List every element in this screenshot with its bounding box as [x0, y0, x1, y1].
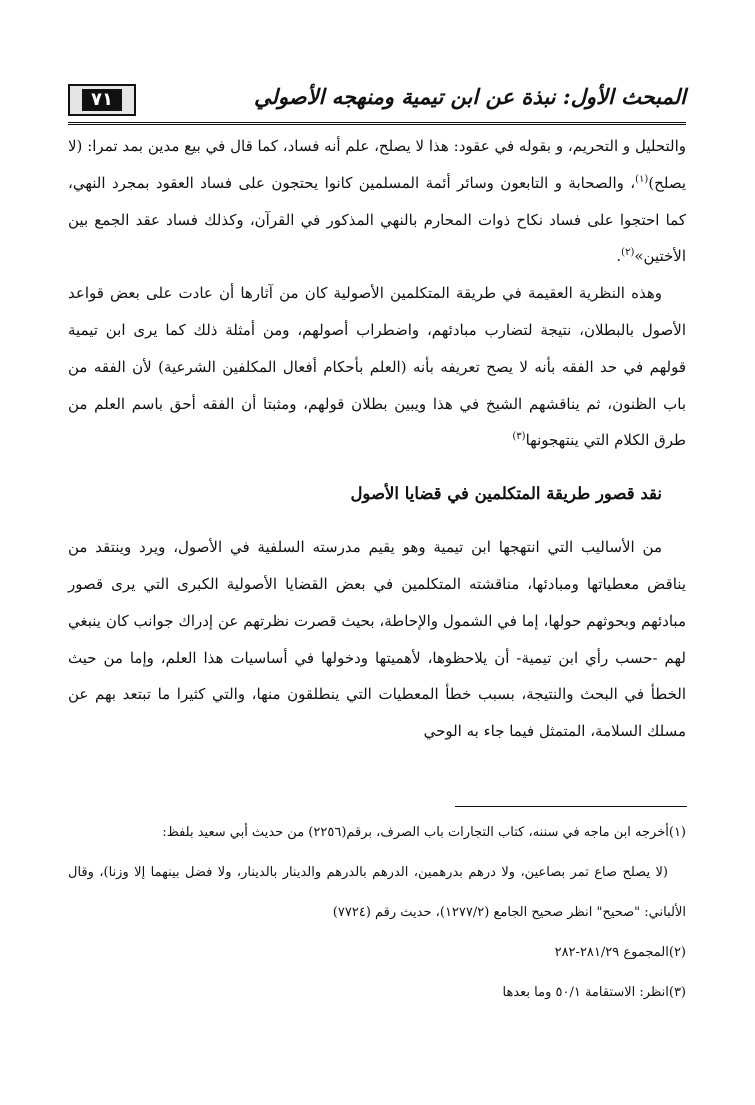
section-heading: نقد قصور طريقة المتكلمين في قضايا الأصول — [350, 484, 662, 504]
paragraph-2: وهذه النظرية العقيمة في طريقة المتكلمين الأصولية كان من آثارها أن عادت على بعض قواعد الأصول بالبطلان، نتيجة لتضارب مبادئهم، واضطراب أصولهم، ومن أمثلة ذلك كما يرى ابن تيمية قولهم في حد الفقه بأنه لا يصح تعريفه بأنه (العلم بأحكام أفعال المكلفين الشرعية) لأن الفقه من باب الظنون، ثم يناقشهم الشيخ في هذا ويبين بطلان قولهم، ومثبتا أن الفقه أحق باسم العلم من طرق الكلام التي ينتهجونها$^{(٣)}$ — [68, 284, 686, 450]
footnote-2: (٢)المجموع ٢٨١/٢٩-٢٨٢ — [554, 945, 686, 960]
footnote-1-text: (لا يصلح صاع تمر بصاعين، ولا درهم بدرهمين، الدرهم بالدرهم والدينار بالدينار، ولا فضل بينهما إلا وزنا)، وقال الألباني: "صحيح" انظر صحيح الجامع (١٢٧٧/٢)، حديث رقم (٧٧٢٤) — [68, 865, 686, 920]
running-head: المبحث الأول: نبذة عن ابن تيمية ومنهجه الأصولي — [254, 84, 686, 109]
footnote-ref-1: (١) — [635, 173, 649, 185]
footnote-ref-3: (٣) — [512, 431, 526, 443]
footnotes — [68, 813, 686, 1013]
paragraph-3: من الأساليب التي انتهجها ابن تيمية وهو يقيم مدرسته السلفية في الأصول، ويرد وينتقد من يناقض معطياتها ومبادئها، مناقشته المتكلمين في بعض القضايا الأصولية الكبرى التي يرى قصور مبادئهم وبحوثهم حولها، إما في الشمول والإحاطة، بحيث قصرت نظرتهم عن إدراك جوانب كان ينبغي لهم -حسب رأي ابن تيمية- أن يلاحظوها، لأهميتها ودخولها في أساسيات هذا العلم، وإما من حيث الخطأ في البحث والنتيجة، بسبب خطأ المعطيات التي ينطلقون منها، والتي كثيرا ما تبتعد بهم عن مسلك السلامة، المتمثل فيما جاء به الوحي — [68, 538, 687, 741]
page-number: ٧١ — [82, 89, 122, 111]
footnote-ref-2: (٢) — [621, 247, 635, 259]
page-header — [68, 82, 686, 125]
page-number-box — [68, 84, 136, 116]
footnote-3: (٣)انظر: الاستقامة ٥٠/١ وما بعدها — [502, 985, 686, 1000]
main-text — [68, 128, 686, 750]
paragraph-1: والتحليل و التحريم، و بقوله في عقود: هذا لا يصلح، علم أنه فساد، كما قال في بيع مدين بمد تمرا: (لا يصلح)$^{(١)}$، والصحابة و التابعون وسائر أئمة المسلمين كانوا يحتجون على فساد العقود بمجرد النهي، كما احتجوا على فساد نكاح ذوات المحارم بالنهي المذكور في القرآن، وكذلك فساد عقد الجمع بين الأختين»$^{(٢)}$. — [68, 137, 686, 266]
footnote-1: (١)أخرجه ابن ماجه في سننه، كتاب التجارات باب الصرف، برقم(٢٢٥٦) من حديث أبي سعيد بلفظ: — [162, 825, 686, 840]
footnote-divider — [455, 806, 687, 807]
